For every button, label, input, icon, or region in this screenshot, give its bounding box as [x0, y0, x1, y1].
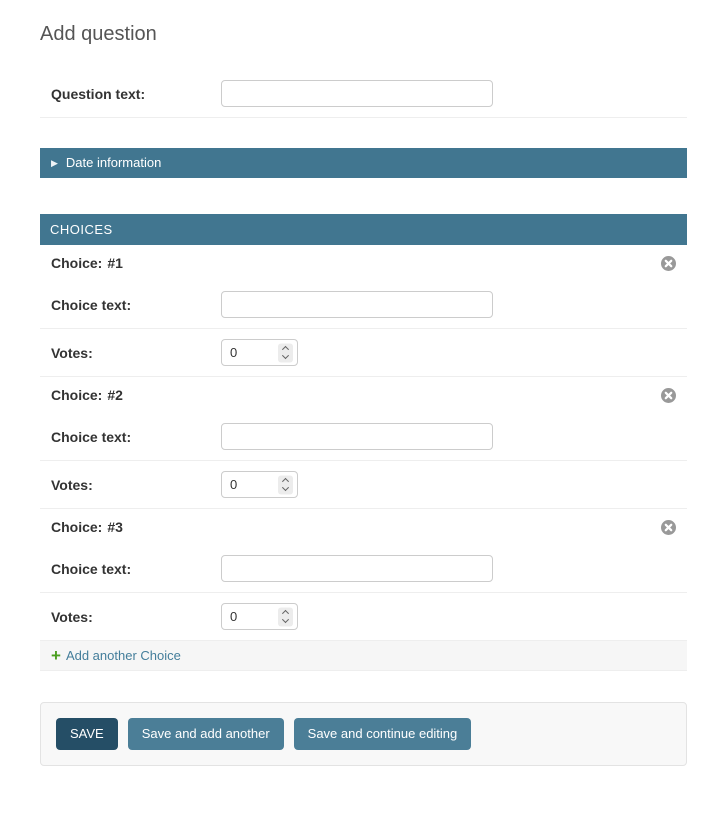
choice-1-header	[40, 245, 687, 281]
choice-3-text-input[interactable]	[221, 555, 493, 582]
choice-3-votes-row	[40, 593, 687, 641]
choice-2-number: #2	[107, 387, 123, 403]
choice-1-text-row	[40, 281, 687, 329]
choice-1-votes-label: Votes:	[51, 344, 93, 361]
choices-section-header	[40, 214, 687, 245]
question-text-input[interactable]	[221, 80, 493, 107]
choice-3-title: Choice:	[51, 519, 103, 535]
choice-block-3	[40, 509, 687, 641]
choice-block-1	[40, 245, 687, 377]
chevron-down-icon	[282, 352, 289, 359]
choice-2-votes-label: Votes:	[51, 476, 93, 493]
choice-2-votes-row	[40, 461, 687, 509]
circle-x-icon	[661, 520, 676, 535]
choice-3-header	[40, 509, 687, 545]
choices-section-title: CHOICES	[50, 221, 113, 237]
choice-3-text-row	[40, 545, 687, 593]
choice-3-number: #3	[107, 519, 123, 535]
choice-1-text-label: Choice text:	[51, 296, 132, 313]
plus-icon: +	[51, 646, 61, 665]
choice-block-2	[40, 377, 687, 509]
add-another-choice-label: Add another Choice	[65, 648, 181, 663]
add-another-choice-link[interactable]	[51, 648, 181, 663]
add-choice-row	[40, 641, 687, 671]
choice-1-delete-icon[interactable]	[661, 256, 676, 271]
choice-2-delete-icon[interactable]	[661, 388, 676, 403]
date-information-section-header[interactable]	[40, 148, 687, 178]
circle-x-icon	[661, 388, 676, 403]
submit-row	[40, 702, 687, 766]
choice-1-text-input[interactable]	[221, 291, 493, 318]
choice-3-votes-stepper[interactable]	[278, 607, 293, 626]
collapse-arrow-icon: ▶	[51, 158, 58, 168]
question-text-label: Question text:	[51, 85, 146, 102]
save-and-add-another-button[interactable]: Save and add another	[128, 718, 284, 750]
chevron-down-icon	[282, 484, 289, 491]
choice-1-title: Choice:	[51, 255, 103, 271]
choice-3-votes-label: Votes:	[51, 608, 93, 625]
choice-1-votes-stepper[interactable]	[278, 343, 293, 362]
choice-2-text-input[interactable]	[221, 423, 493, 450]
choice-1-votes-row	[40, 329, 687, 377]
choice-2-header	[40, 377, 687, 413]
date-information-label: Date information	[65, 155, 162, 170]
choice-1-number: #1	[107, 255, 123, 271]
choice-3-delete-icon[interactable]	[661, 520, 676, 535]
choice-2-text-label: Choice text:	[51, 428, 132, 445]
page-title: Add question	[40, 23, 157, 45]
circle-x-icon	[661, 256, 676, 271]
choice-2-votes-stepper[interactable]	[278, 475, 293, 494]
save-button[interactable]: SAVE	[56, 718, 118, 750]
choice-2-title: Choice:	[51, 387, 103, 403]
choice-2-text-row	[40, 413, 687, 461]
chevron-down-icon	[282, 616, 289, 623]
save-and-continue-editing-button[interactable]: Save and continue editing	[294, 718, 472, 750]
choice-3-text-label: Choice text:	[51, 560, 132, 577]
question-text-row	[40, 70, 687, 118]
